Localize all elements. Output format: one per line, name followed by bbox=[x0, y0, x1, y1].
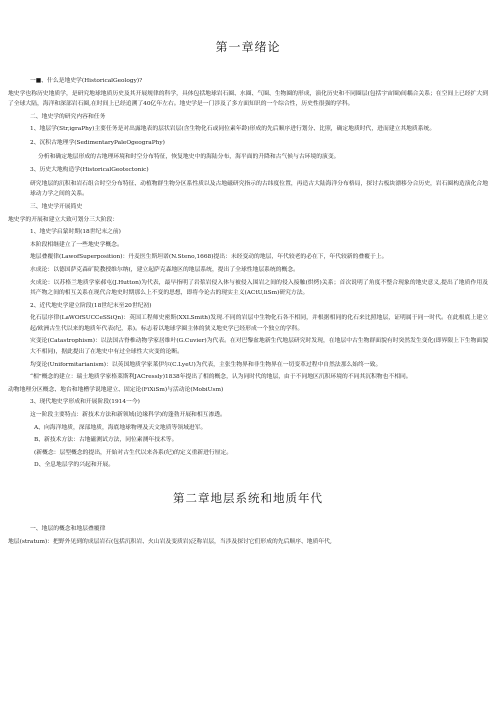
list-item: A、向海洋地质，深部地质，海底地球物理及天文地质等领域进军。 bbox=[34, 424, 207, 431]
subsection-heading: 3、历史大地构造学(HistoricalGeotectonic) bbox=[30, 167, 149, 174]
paragraph: 化石层序律(LaWOfSUCCeSSiQn)：英国工程师史密斯(XXLSmith)发现.不同的岩层中生物化石各不相同，并根据相同的化石来比照地层，证明属于同一时代。在此根底上建立起/欧洲古生代以来的地质年代表(纪，系)。标志着以地球学圈主体的狭义地史学已经形成一个独立的学科。 bbox=[30, 315, 488, 332]
subsection-heading: 2、近代地史学建立阶段(18世纪末至20世纪初) bbox=[30, 302, 152, 309]
section-heading: 一、地层的概念和地层叠覆律 bbox=[30, 526, 106, 532]
paragraph: 灾变论(Catastrophism)：以法国古脊椎动物学家居维叶(G.Cuvier)为代表。在对巴黎盆地新生代地层研究时发现，在地层中古生物群面貌有时突然发生变化(即界限上下生物面貌大不相同)，据此提出了在地史中有过全球性大灾变的论断。 bbox=[30, 338, 488, 356]
section-heading: 二、地史学的研究内容和任务 bbox=[30, 113, 106, 120]
paragraph: 本阶段相继建立了一些地史学概念。 bbox=[30, 241, 123, 248]
paragraph: 均变论(Uniformitarianism)：以英国地质学家莱伊尔(C.LyeU)为代表，主张生物界和非生物界在一切变革过程中自然法那么始终一致。 bbox=[30, 361, 382, 368]
list-item: B、新技术方法：古地磁测试方法，同位素测年技术等。 bbox=[34, 437, 178, 444]
paragraph: 水成论：以德国萨克森矿院教授维尔纳(，建立起萨克森地区的地层系统，提出了全球性地层系统的概念。 bbox=[30, 266, 299, 273]
paragraph: 分析和确定地层形成的古地理环境和时空分布特征，恢复地史中的海陆分布，海平面的升降和古气候与古环境的演变。 bbox=[38, 153, 340, 160]
paragraph: “相”概念的建立：瑞士地质学家格莱斯利JACressly)1838年提出了相的概念，认为同时代的地层，由于不同地区沉积环境的不同其沉积物也不相同。 bbox=[30, 374, 412, 381]
section-heading: 一■、什么是地史学(HistoricalGeology)? bbox=[30, 78, 143, 84]
list-item: (新概念：层型概念的提出，开始对古生代以来各系(纪)的定义重新进行厘定。 bbox=[34, 449, 233, 456]
list-item: D、全息地层学的兴起和开展。 bbox=[34, 462, 115, 469]
paragraph: 这一阶段主要特点：新技术方法和新领域(边缘科学)的蓬勃开展和相互渗透。 bbox=[30, 412, 226, 419]
paragraph: 地层叠覆律(LawofSuperposition)：丹麦医生斯坦诺(N.Steno,1668)提出：未经变动的地层，年代较老的必在下，年代较新的叠覆于上。 bbox=[30, 254, 388, 261]
subsection-heading: 3、现代地史学形成和开展阶段(1914一今) bbox=[30, 399, 140, 406]
paragraph: 地史学的开展和建立大致可划分三大阶段： bbox=[8, 216, 119, 223]
paragraph: 地层(stratum)：把野外见到的成层岩石(包括沉积岩、火山岩及变质岩)泛称岩层，当涉及探讨它们形成的先后顺序、地质年代, bbox=[8, 538, 332, 545]
subsection-heading: 1、地史学启蒙时期(18世纪末之前) bbox=[30, 229, 121, 236]
chapter-1-title: 第一章绪论 bbox=[215, 40, 281, 54]
paragraph: 动物地理分区概念、地台和地槽学说地建立、固定论(FiXiSm)与活动论(MobiUsm) bbox=[8, 386, 224, 393]
paragraph: 地史学也称历史地质学，是研究地球地质历史及其开展规律的科学，具体包括地球岩石圈、水圈、气圈、生物圈的形成，演化历史和不同圈层(包括宇宙圈)间耦合关系；在空间上已经扩大到了全球大陆，海洋和深部岩石圈,在时间上已经追溯了40亿年左右。地史学是一门涉及了多方面知识的一个综合性，历史性很强的学科。 bbox=[8, 90, 488, 108]
paragraph: 研究地层的沉积和岩石组合时空分布特征、动植物群生物分区系性质以及古地磁研究指示的古纬度位置，再造古大陆海洋分布格局，探讨古板块漂移分合历史，岩石圈构造演化合地球动力学之间的关系。 bbox=[30, 180, 488, 198]
paragraph: 1、地层学(Str,igraPhy)主要任务是对出露地表的层状岩层(含生物化石或同位素年龄)形成的先后顺序进行划分、比照，确定地质时代，进而建立其地质系统。 bbox=[30, 126, 436, 133]
chapter-2-title: 第二章地层系统和地质年代 bbox=[173, 491, 323, 505]
section-heading: 三、地史学开展简史 bbox=[30, 203, 83, 210]
paragraph: 火成论：以苏格兰地质学家郝屯(J.Hutton)为代表，最早指明了岩浆岩侵入体与被侵入围岩之间的侵入接触(烘烤)关系；首次说明了角度不整合现象的地史意义,提出了地质作用及其产物之间的相互关系在现代合地史时期那么上不变的思想，即将今论古的现实主义(ACtU,liSm)研究方法。 bbox=[30, 279, 488, 297]
subsection-heading: 2、沉积古地理学(SedimentaryPaleOgeograPhy) bbox=[30, 139, 165, 146]
